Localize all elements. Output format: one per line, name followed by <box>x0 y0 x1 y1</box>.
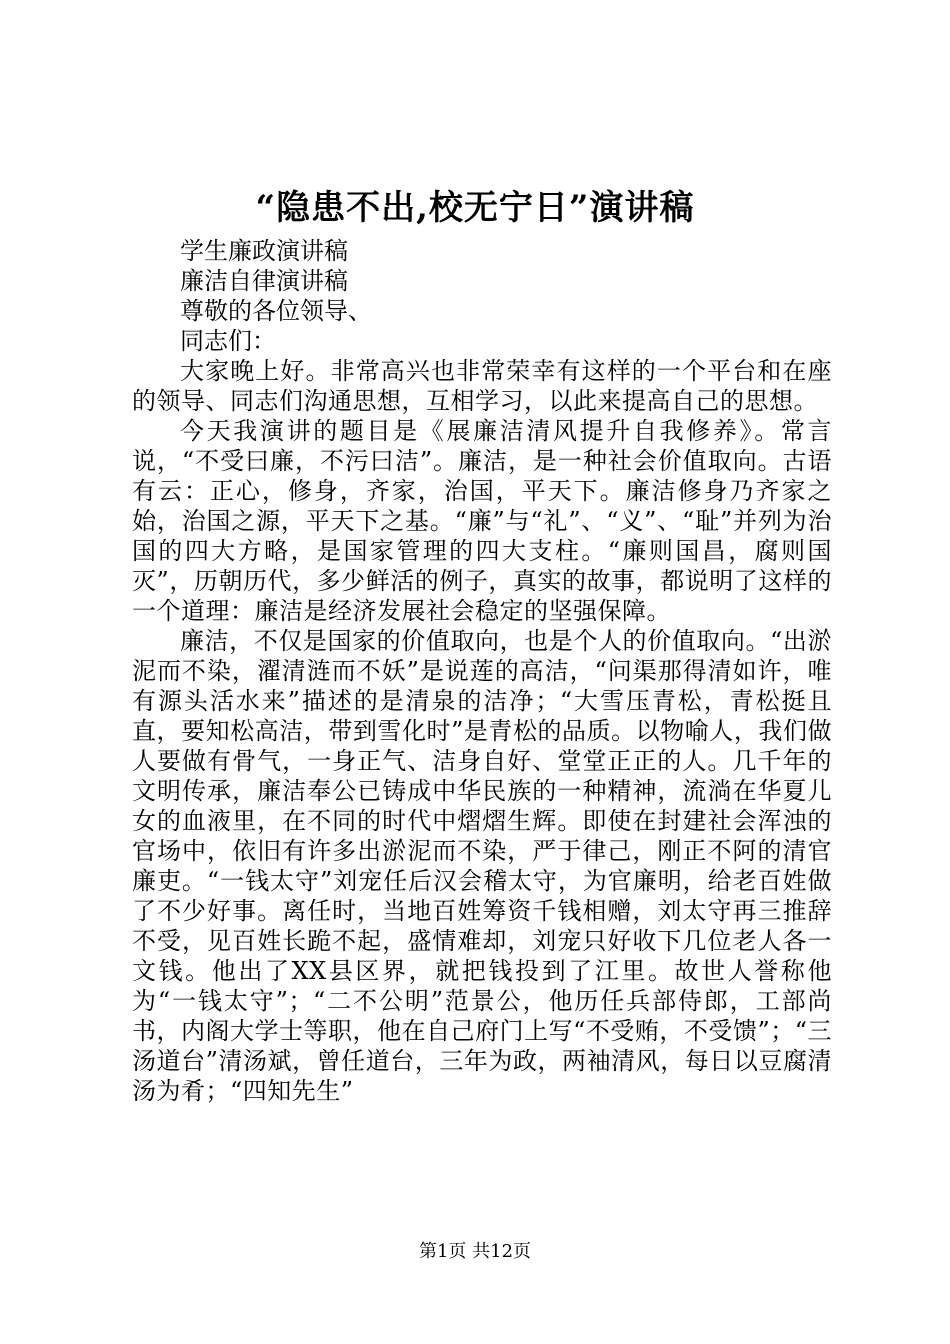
subheading-1: 学生廉政演讲稿 <box>180 237 348 265</box>
salutation-1: 尊敬的各位领导、 <box>180 297 372 325</box>
paragraph-1: 大家晚上好。非常高兴也非常荣幸有这样的一个平台和在座的领导、同志们沟通思想，互相学习，以此来提高自己的思想。 <box>132 357 832 415</box>
paragraph-2: 今天我演讲的题目是《展廉洁清风提升自我修养》。常言说，“不受曰廉，不污曰洁”。廉洁，是一种社会价值取向。古语有云：正心，修身，齐家，治国，平天下。廉洁修身乃齐家之始，治国之源，平天下之基。“廉”与“礼”、“义”、“耻”并列为治国的四大方略，是国家管理的四大支柱。“廉则国昌，腐则国灭”，历朝历代，多少鲜活的例子，真实的故事，都说明了这样的一个道理：廉洁是经济发展社会稳定的坚强保障。 <box>132 417 832 625</box>
subheading-2: 廉洁自律演讲稿 <box>180 267 348 295</box>
page-number-footer: 第1页 共12页 <box>418 1241 532 1262</box>
document-title: “隐患不出,校无宁日”演讲稿 <box>255 188 695 228</box>
paragraph-3: 廉洁，不仅是国家的价值取向，也是个人的价值取向。“出淤泥而不染，濯清涟而不妖”是说莲的高洁，“问渠那得清如许，唯有源头活水来”描述的是清泉的洁净；“大雪压青松，青松挺且直，要知松高洁，带到雪化时”是青松的品质。以物喻人，我们做人要做有骨气，一身正气、洁身自好、堂堂正正的人。几千年的文明传承，廉洁奉公已铸成中华民族的一种精神，流淌在华夏儿女的血液里，在不同的时代中熠熠生辉。即使在封建社会浑浊的官场中，依旧有许多出淤泥而不染，严于律己，刚正不阿的清官廉吏。“一钱太守”刘宠任后汉会稽太守，为官廉明，给老百姓做了不少好事。离任时，当地百姓筹资千钱相赠，刘太守再三推辞不受，见百姓长跪不起，盛情难却，刘宠只好收下几位老人各一文钱。他出了XX县区界，就把钱投到了江里。故世人誉称他为“一钱太守”；“二不公明”范景公，他历任兵部侍郎，工部尚书，内阁大学士等职，他在自己府门上写“不受贿，不受馈”；“三汤道台”清汤斌，曾任道台，三年为政，两袖清风，每日以豆腐清汤为肴；“四知先生” <box>132 627 832 1105</box>
document-body <box>132 236 832 1106</box>
salutation-2: 同志们： <box>180 327 276 355</box>
